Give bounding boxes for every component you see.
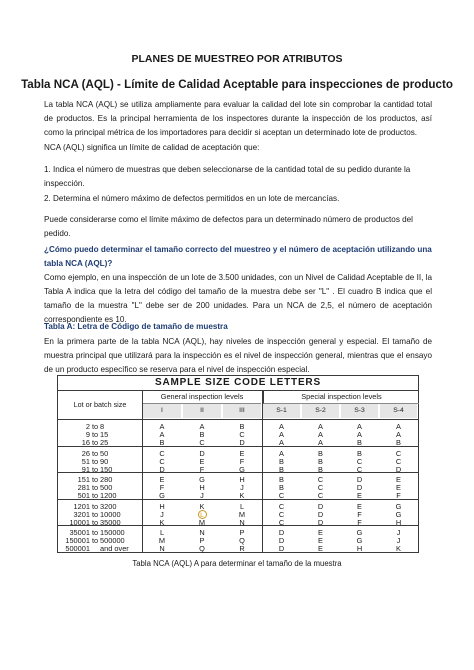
code-letter-cell: D	[395, 464, 402, 474]
code-letter-cell: M	[158, 536, 166, 546]
lot-size-to: 1200	[100, 491, 117, 501]
paragraph-point-1: 1. Indica el número de muestras que deben seleccionarse de la cantidad total de su pedido durante la inspección.	[44, 165, 411, 188]
code-letter-cell: D	[159, 464, 165, 474]
paragraph-example: Como ejemplo, en una inspección de un lote de 3.500 unidades, con un Nivel de Calidad Aceptable de II, la Tabla A indica que la letra del código del tamaño de la muestra debe ser "L" . El cuadro B indica que el tamaño de la muestra "L" debe ser de 200 unidades. Para un NCA de 2,5, el número de aceptación correspondiente es 10.	[44, 273, 432, 324]
code-letter-cell: A	[279, 430, 284, 439]
code-letter-cell: F	[357, 509, 362, 519]
lot-size-from: 1201	[73, 501, 90, 511]
code-letter-cell: B	[199, 430, 205, 439]
lot-size-from: 501	[77, 491, 90, 501]
code-letter-cell: E	[318, 544, 323, 554]
code-letter-cell: F	[239, 456, 245, 466]
code-letter-cell: E	[318, 528, 323, 538]
paragraph-point-2: 2. Determina el número máximo de defectos permitidos en un lote de mercancías.	[44, 194, 340, 203]
lot-size-sep: to	[92, 464, 99, 474]
code-letter-cell: C	[356, 464, 363, 474]
table-caption: Tabla NCA (AQL) A para determinar el tamaño de la muestra	[132, 559, 342, 568]
code-letter-cell: B	[318, 448, 323, 458]
lot-size-range	[58, 544, 142, 554]
code-letter-cell: C	[159, 456, 165, 466]
lot-size-from: 3201	[73, 509, 90, 519]
lot-size-to: 10000	[100, 509, 121, 519]
lot-size-header: Lot or batch size	[58, 391, 143, 418]
level-header-s-3: S-3	[341, 404, 378, 418]
code-letter-cell: N	[199, 528, 205, 538]
general-levels-header: General inspection levels	[143, 391, 261, 404]
code-letter-cell: G	[239, 464, 245, 474]
code-letter-cell: C	[317, 491, 324, 501]
lot-size-to: 3200	[100, 501, 117, 511]
code-letter-cell: B	[159, 438, 165, 447]
lot-size-sep: to	[92, 528, 99, 538]
level-header-s-4: S-4	[380, 404, 417, 418]
lot-size-from: 10001	[69, 517, 90, 527]
code-letter-cell: R	[239, 544, 245, 554]
code-letter-cell: D	[278, 536, 285, 546]
table-a-heading: Tabla A: Letra de Código de tamaño de muestra	[44, 322, 228, 331]
code-letter-cell: A	[159, 422, 165, 431]
lot-size-sep: to	[92, 456, 99, 466]
code-letter-cell: B	[279, 456, 284, 466]
lot-size-to: 15	[100, 430, 109, 439]
lot-size-from: 500001	[65, 544, 90, 554]
code-letter-cell: M	[198, 517, 206, 527]
code-letter-cell: A	[357, 422, 362, 431]
code-letter-cell: E	[318, 536, 323, 546]
code-letter-cell: D	[356, 475, 363, 485]
code-letter-cell: J	[200, 491, 204, 501]
code-letter-cell: G	[356, 536, 363, 546]
lot-size-from: 150001	[65, 536, 90, 546]
code-letter-cell: C	[356, 456, 363, 466]
lot-size-to: 35000	[100, 517, 121, 527]
paragraph-intro: La tabla NCA (AQL) se utiliza ampliamente para evaluar la calidad del lote sin comprobar la cantidad total de productos. Es la principal herramienta de los inspectores durante la inspección de los productos, así como la principal métrica de los importadores para decidir si aceptan un determinado lote de productos.	[44, 100, 432, 137]
lot-size-sep: to	[92, 430, 99, 439]
lot-size-sep: to	[92, 509, 99, 519]
code-letter-cell: P	[239, 528, 245, 538]
table-header: SAMPLE SIZE CODE LETTERS	[58, 376, 418, 391]
lot-size-from: 9	[85, 430, 90, 439]
code-letter-cell: G	[395, 501, 402, 511]
code-letter-cell: A	[159, 430, 165, 439]
code-letter-cell: C	[199, 438, 205, 447]
code-letter-cell: B	[279, 483, 284, 493]
code-letter-cell: C	[278, 501, 285, 511]
row-group	[58, 499, 418, 527]
row-group	[58, 472, 418, 500]
code-letter-cell: A	[318, 422, 323, 431]
lot-size-from: 51	[81, 456, 90, 466]
paragraph-levels: En la primera parte de la tabla NCA (AQL), hay niveles de inspección general y especial. El tamaño de muestra principal que utilizará para la inspección es el nivel de inspección general, mientras que el ensayo de un producto específico se reserva para el nivel de inspección especial.	[44, 337, 432, 374]
row-group	[58, 419, 418, 447]
lot-size-from: 26	[81, 448, 90, 458]
code-letter-cell: A	[279, 448, 284, 458]
lot-size-sep: to	[92, 438, 99, 447]
paragraph-limit: Puede considerarse como el límite máximo de defectos para un determinado número de productos del pedido.	[44, 215, 413, 238]
lot-size-from: 2	[85, 422, 90, 431]
code-letter-cell: E	[396, 483, 401, 493]
lot-size-to: 90	[100, 456, 109, 466]
code-letter-cell: C	[395, 456, 402, 466]
level-header-s-2: S-2	[302, 404, 339, 418]
code-letter-cell: B	[357, 448, 362, 458]
code-letter-cell: J	[396, 536, 401, 546]
code-letter-cell: A	[318, 438, 323, 447]
code-letter-cell: H	[159, 501, 165, 511]
table-row	[58, 544, 418, 554]
code-letter-cell: C	[317, 475, 324, 485]
code-letter-cell: N	[159, 544, 165, 554]
document-title: PLANES DE MUESTREO POR ATRIBUTOS	[131, 53, 343, 65]
code-letter-cell: C	[278, 509, 285, 519]
code-letter-cell: A	[318, 430, 323, 439]
column-divider	[262, 391, 263, 552]
lot-size-to: and over	[100, 544, 129, 554]
code-letter-cell: D	[356, 483, 363, 493]
code-letter-cell: G	[159, 491, 165, 501]
lot-size-from: 281	[77, 483, 90, 493]
lot-size-sep: to	[92, 517, 99, 527]
code-letter-cell: D	[317, 517, 324, 527]
code-letter-cell: C	[239, 430, 245, 439]
document-subtitle: Tabla NCA (AQL) - Límite de Calidad Aceptable para inspecciones de producto	[21, 78, 453, 91]
lot-size-from: 35001	[69, 528, 90, 538]
code-letter-cell: M	[238, 509, 246, 519]
code-letter-cell: E	[396, 475, 401, 485]
question-heading: ¿Cómo puedo determinar el tamaño correcto del muestreo y el número de aceptación utilizando una tabla NCA (AQL)?	[44, 245, 432, 268]
code-letter-cell: C	[278, 491, 285, 501]
code-letter-cell: C	[317, 483, 324, 493]
code-letter-cell: J	[396, 528, 401, 538]
code-letter-cell: H	[199, 483, 205, 493]
code-letter-cell: K	[199, 501, 205, 511]
code-letter-cell: H	[239, 475, 245, 485]
lot-size-sep: to	[92, 483, 99, 493]
code-letter-cell: B	[318, 456, 323, 466]
code-letter-cell: E	[357, 491, 362, 501]
level-header-s-1: S-1	[263, 404, 300, 418]
code-letter-cell: N	[239, 517, 245, 527]
lot-size-to: 50	[100, 448, 109, 458]
code-letter-cell: E	[357, 501, 362, 511]
sample-size-table	[57, 375, 419, 553]
code-letter-cell: B	[279, 464, 284, 474]
level-header-i: I	[143, 404, 181, 418]
code-letter-cell: L	[159, 528, 165, 538]
special-levels-header: Special inspection levels	[263, 391, 419, 404]
code-letter-cell: G	[395, 509, 402, 519]
paragraph-definition: NCA (AQL) significa un límite de calidad de aceptación que:	[44, 143, 260, 152]
code-letter-cell: K	[159, 517, 165, 527]
code-letter-cell: K	[239, 491, 245, 501]
lot-size-to: 500	[100, 483, 113, 493]
code-letter-cell: K	[396, 544, 401, 554]
code-letter-cell: B	[357, 438, 362, 447]
code-letter-cell: D	[317, 501, 324, 511]
code-letter-cell: D	[239, 438, 245, 447]
code-letter-cell: D	[199, 448, 205, 458]
code-letter-cell: Q	[199, 544, 205, 554]
code-letter-cell: Q	[239, 536, 245, 546]
code-letter-cell: F	[357, 517, 362, 527]
code-letter-cell: A	[279, 422, 284, 431]
code-letter-cell: B	[318, 464, 323, 474]
code-letter-cell: F	[159, 483, 165, 493]
code-letter-cell: D	[278, 544, 285, 554]
lot-size-sep: to	[92, 536, 99, 546]
lot-size-sep: to	[92, 448, 99, 458]
code-letter-cell: E	[159, 475, 165, 485]
code-letter-cell: A	[396, 430, 401, 439]
code-letter-cell: H	[356, 544, 363, 554]
lot-size-to: 280	[100, 475, 113, 485]
code-letter-cell: E	[199, 456, 205, 466]
lot-size-sep: to	[92, 491, 99, 501]
code-letter-cell: A	[279, 438, 284, 447]
code-letter-cell: D	[278, 528, 285, 538]
code-letter-cell: J	[240, 483, 244, 493]
code-letter-cell: G	[199, 475, 205, 485]
code-letter-cell: H	[395, 517, 402, 527]
level-subheader-row	[143, 404, 418, 418]
lot-size-from: 91	[81, 464, 90, 474]
code-letter-cell: C	[395, 448, 402, 458]
code-letter-cell: L	[239, 501, 245, 511]
row-group	[58, 525, 418, 553]
column-divider	[142, 391, 143, 552]
lot-size-sep: to	[92, 501, 99, 511]
level-header-ii: II	[183, 404, 221, 418]
code-letter-cell: G	[356, 528, 363, 538]
code-letter-cell: J	[160, 509, 164, 519]
code-letter-cell: A	[396, 422, 401, 431]
code-letter-cell: F	[199, 464, 205, 474]
lot-size-sep: to	[92, 475, 99, 485]
lot-size-to: 25	[100, 438, 109, 447]
level-header-iii: III	[223, 404, 261, 418]
highlighted-code-letter: L	[198, 510, 207, 519]
code-letter-cell: B	[239, 422, 245, 431]
lot-size-to: 8	[100, 422, 105, 431]
lot-size-sep: to	[92, 422, 99, 431]
code-letter-cell: P	[199, 536, 205, 546]
lot-size-to: 150	[100, 464, 113, 474]
lot-size-from: 151	[77, 475, 90, 485]
row-group	[58, 446, 418, 474]
code-letter-cell: C	[278, 517, 285, 527]
code-letter-cell: F	[396, 491, 401, 501]
code-letter-cell: D	[317, 509, 324, 519]
code-letter-cell: B	[396, 438, 401, 447]
lot-size-from: 16	[81, 438, 90, 447]
code-letter-cell: E	[239, 448, 245, 458]
lot-size-to: 150000	[100, 528, 125, 538]
code-letter-cell: A	[357, 430, 362, 439]
code-letter-cell: B	[279, 475, 284, 485]
lot-size-to: 500000	[100, 536, 125, 546]
code-letter-cell: C	[159, 448, 165, 458]
code-letter-cell: A	[199, 422, 205, 431]
